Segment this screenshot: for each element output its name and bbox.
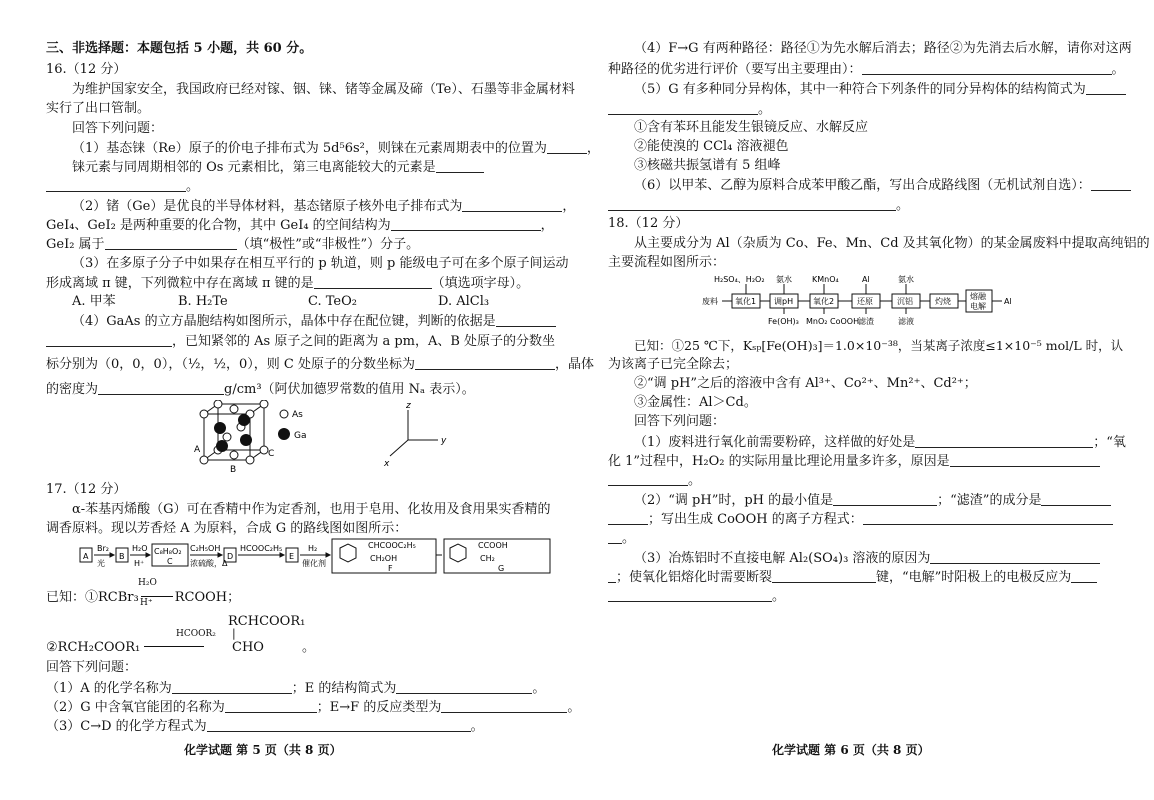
section-header: 三、非选择题：本题包括 5 小题，共 60 分。 — [46, 41, 313, 56]
flow-reagent: H₂SO₄、H₂O₂ — [714, 275, 765, 284]
page-footer-right: 化学试题 第 6 页（共 8 页） — [772, 743, 930, 757]
legend-ga-marker — [278, 428, 290, 440]
q17-s2: （2）G 中含氧官能团的名称为 ；E→F 的反应类型为 。 — [46, 700, 581, 715]
label-b: B — [230, 465, 237, 474]
flow-step: 电解 — [970, 302, 986, 311]
q18-intro: 主要流程如图所示： — [608, 255, 726, 270]
condition: H⁺ — [134, 559, 145, 568]
flow-step: 熔融 — [970, 292, 986, 301]
flow-reagent: 氨水 — [776, 275, 792, 284]
q18-q3: ；使氧化铝熔化时需要断裂 键，“电解”时阳极上的电极反应为 — [608, 569, 1097, 586]
reagent: HCOOC₂H₅ — [240, 544, 283, 553]
flow-end: Al — [1004, 297, 1012, 306]
answer-blank[interactable] — [1091, 177, 1131, 191]
q18-q1: 。 — [608, 472, 701, 489]
reaction-condition: H₂O — [138, 578, 157, 588]
q16-p4: 标分别为（0，0，0），（½，½，0），则 C 处原子的分数坐标为 ，晶体 — [46, 357, 595, 372]
compound-c: C — [167, 557, 173, 566]
flow-byproduct: 滤液 — [898, 317, 914, 326]
punctuation: 。 — [302, 640, 316, 655]
answer-blank[interactable] — [396, 680, 532, 694]
q16-p4: 的密度为 g/cm³（阿伏加德罗常数的值用 Nₐ 表示）。 — [46, 382, 475, 397]
gaas-unit-cell-figure — [186, 400, 466, 474]
answer-blank[interactable] — [207, 718, 471, 732]
compound-g-group: CCOOH — [478, 541, 508, 550]
answer-blank[interactable] — [391, 217, 541, 231]
q16-p3: （3）在多原子分子中如果存在相互平行的 p 轨道，则 p 能级电子可在多个原子间运动 — [72, 256, 569, 271]
q17-ask: 回答下列问题： — [46, 660, 138, 675]
q17-s6: （6）以甲苯、乙醇为原料合成苯甲酸乙酯，写出合成路线图（无机试剂自选）： — [634, 177, 1131, 194]
reagent: H₂ — [308, 544, 318, 553]
legend-ga: Ga — [294, 431, 307, 441]
reaction-reagent: HCOOR₂ — [176, 629, 216, 639]
answer-blank[interactable] — [608, 472, 688, 486]
answer-blank[interactable] — [608, 511, 648, 525]
q17-s4: （4）F→G 有两种路径：路径①为先水解后消去；路径②为先消去后水解，请你对这两 — [634, 41, 1132, 56]
condition: 浓硫酸，Δ — [190, 559, 228, 568]
flow-step: 调pH — [774, 297, 794, 306]
q18-q2: ；写出生成 CoOOH 的离子方程式： — [608, 511, 1113, 528]
answer-blank[interactable] — [608, 101, 758, 115]
q16-p1: 。 — [46, 178, 199, 195]
axis-x: x — [384, 459, 390, 469]
compound-e: E — [289, 552, 295, 561]
q16-intro: 为维护国家安全，我国政府已经对镓、铟、铼、锗等金属及碲（Te）、石墨等非金属材料 — [72, 82, 575, 97]
answer-blank[interactable] — [608, 569, 616, 583]
flow-step: 氧化1 — [735, 297, 757, 306]
answer-blank[interactable] — [462, 198, 562, 212]
q17-s5: 。 — [608, 101, 771, 118]
q17-s6: 。 — [608, 197, 909, 214]
q16-ask: 回答下列问题： — [72, 121, 164, 136]
q18-known-1: 为该离子已完全除去； — [608, 357, 739, 372]
flow-byproduct: MnO₂ CoOOH — [806, 317, 860, 326]
answer-blank[interactable] — [172, 680, 292, 694]
q16-p2: GeI₄、GeI₂ 是两种重要的化合物，其中 GeI₄ 的空间结构为 ， — [46, 218, 554, 233]
q16-option-c: C. TeO₂ — [308, 294, 357, 309]
q17-known-2: ②RCH₂COOR₁ — [46, 640, 208, 656]
answer-blank[interactable] — [930, 550, 1100, 564]
axis-y: y — [441, 436, 447, 446]
compound-d: D — [227, 552, 234, 561]
answer-blank[interactable] — [1071, 569, 1097, 583]
flow-reagent: 氨水 — [898, 275, 914, 284]
answer-blank[interactable] — [1086, 81, 1126, 95]
q18-q1: （1）废料进行氧化前需要粉碎，这样做的好处是 ；“氧 — [634, 435, 1126, 450]
flow-byproduct: 滤渣 — [858, 317, 874, 326]
flow-start: 废料 — [702, 297, 718, 306]
q17-condition: ②能使溴的 CCl₄ 溶液褪色 — [634, 139, 789, 154]
q17-known-1: 已知：①RCBr₃ RCOOH； — [46, 590, 241, 605]
axis-z: z — [406, 401, 411, 411]
q16-option-a: A. 甲苯 — [72, 294, 116, 309]
answer-blank[interactable] — [46, 333, 172, 347]
q17-s3: （3）C→D 的化学方程式为 。 — [46, 719, 484, 734]
flow-step: 还原 — [857, 297, 873, 306]
q17-condition: ③核磁共振氢谱有 5 组峰 — [634, 158, 781, 173]
reagent: C₂H₅OH — [190, 544, 221, 553]
process-flow-diagram — [702, 272, 1032, 332]
synthesis-route-diagram — [78, 538, 556, 576]
q18-known-1: 已知：①25 ℃下，Kₛₚ[Fe(OH)₃]＝1.0×10⁻³⁸，当某离子浓度≤1×10⁻⁵ mol/L 时，认 — [634, 338, 1124, 353]
label-c: C — [268, 449, 275, 459]
q18-q2: （2）“调 pH”时，pH 的最小值是 ；“滤渣”的成分是 — [634, 492, 1111, 509]
q17-condition: ①含有苯环且能发生银镜反应、水解反应 — [634, 120, 869, 135]
q16-p2: GeI₂ 属于 （填“极性”或“非极性”）分子。 — [46, 237, 420, 252]
q16-p2: （2）锗（Ge）是优良的半导体材料，基态锗原子核外电子排布式为 ， — [72, 199, 576, 214]
q16-p4: （4）GaAs 的立方晶胞结构如图所示，晶体中存在配位键，判断的依据是 — [72, 313, 556, 330]
condition: 催化剂 — [302, 559, 326, 568]
answer-blank[interactable] — [98, 381, 224, 395]
answer-blank[interactable] — [415, 356, 555, 370]
q17-head: 17.（12 分） — [46, 482, 127, 497]
q18-q2: 。 — [608, 530, 635, 547]
compound-g-group: CH₂ — [480, 554, 495, 563]
flow-step: 灼烧 — [935, 297, 951, 306]
answer-blank[interactable] — [950, 453, 1100, 467]
condition: 光 — [97, 559, 105, 568]
product-structure: RCHCOOR₁ — [228, 614, 306, 629]
answer-blank[interactable] — [1041, 492, 1111, 506]
answer-blank[interactable] — [225, 699, 317, 713]
q16-p4: ，已知紧邻的 As 原子之间的距离为 a pm，A、B 处原子的分数坐 — [46, 333, 555, 350]
answer-blank[interactable] — [608, 530, 622, 544]
reaction-condition: H⁺ — [140, 598, 153, 608]
q16-option-b: B. H₂Te — [178, 294, 228, 309]
answer-blank[interactable] — [608, 197, 896, 211]
q16-p3: 形成离域 π 键，下列微粒中存在离域 π 键的是 （填选项字母）。 — [46, 276, 530, 291]
q16-intro: 实行了出口管制。 — [46, 101, 151, 116]
q18-intro: 从主要成分为 Al（杂质为 Co、Fe、Mn、Cd 及其氧化物）的某金属废料中提取高纯铝的 — [634, 236, 1150, 251]
answer-blank[interactable] — [496, 313, 556, 327]
product-structure: CHO — [232, 640, 264, 655]
reagent: H₂O — [132, 544, 148, 553]
q18-head: 18.（12 分） — [608, 216, 689, 231]
answer-blank[interactable] — [105, 236, 237, 250]
q17-s1: （1）A 的化学名称为 ；E 的结构简式为 。 — [46, 681, 546, 696]
q16-p1: （1）基态铼（Re）原子的价电子排布式为 5d⁵6s²，则铼在元素周期表中的位置为 ， — [72, 141, 600, 156]
q18-q3: （3）冶炼铝时不直接电解 Al₂(SO₄)₃ 溶液的原因为 — [634, 550, 1100, 567]
flow-step: 沉铝 — [897, 297, 913, 306]
q16-p1: 铼元素与同周期相邻的 Os 元素相比，第三电离能较大的元素是 — [72, 159, 484, 176]
answer-blank[interactable] — [441, 699, 567, 713]
legend-as-marker — [280, 410, 288, 418]
page-footer-left: 化学试题 第 5 页（共 8 页） — [184, 743, 342, 757]
reagent: Br₂ — [97, 544, 109, 553]
flow-reagent: KMnO₄ — [812, 275, 839, 284]
flow-byproduct: Fe(OH)₃ — [768, 317, 799, 326]
q17-s4: 种路径的优劣进行评价（要写出主要理由）： 。 — [608, 62, 1125, 77]
q18-q3: 。 — [608, 588, 785, 605]
compound-f-group: CH₂OH — [370, 554, 398, 563]
compound-b: B — [119, 552, 125, 561]
q17-intro: α-苯基丙烯酸（G）可在香精中作为定香剂，也用于皂用、化妆用及食用果实香精的 — [72, 502, 551, 517]
flow-reagent: Al — [862, 275, 870, 284]
compound-g: G — [498, 564, 505, 573]
answer-blank[interactable] — [915, 434, 1093, 448]
q17-s5: （5）G 有多种同分异构体，其中一种符合下列条件的同分异构体的结构简式为 — [634, 81, 1126, 98]
q17-intro: 调香原料。现以芳香烃 A 为原料，合成 G 的路线图如图所示： — [46, 521, 408, 536]
compound-f-group: CHCOOC₂H₅ — [368, 541, 416, 550]
answer-blank[interactable] — [833, 492, 937, 506]
answer-blank[interactable] — [314, 275, 432, 289]
compound-a: A — [83, 552, 89, 561]
answer-blank[interactable] — [46, 178, 186, 192]
answer-blank[interactable] — [862, 61, 1112, 75]
q16-head: 16.（12 分） — [46, 62, 127, 77]
q18-known-2: ②“调 pH”之后的溶液中含有 Al³⁺、Co²⁺、Mn²⁺、Cd²⁺； — [634, 376, 977, 391]
answer-blank[interactable] — [772, 569, 876, 583]
compound-f: F — [388, 564, 393, 573]
q18-known-3: ③金属性：Al＞Cd。 — [634, 395, 757, 410]
compound-c-formula: C₈H₈O₂ — [154, 547, 182, 556]
q16-option-d: D. AlCl₃ — [438, 294, 490, 309]
axes-icon — [390, 410, 438, 456]
q18-q1: 化 1”过程中，H₂O₂ 的实际用量比理论用量多许多，原因是 — [608, 453, 1100, 470]
answer-blank[interactable] — [863, 511, 1113, 525]
legend-as: As — [292, 410, 303, 420]
answer-blank[interactable] — [547, 140, 587, 154]
answer-blank[interactable] — [608, 588, 772, 602]
q18-ask: 回答下列问题： — [634, 414, 726, 429]
label-a: A — [194, 445, 201, 455]
flow-step: 氧化2 — [813, 297, 835, 306]
answer-blank[interactable] — [436, 159, 484, 173]
